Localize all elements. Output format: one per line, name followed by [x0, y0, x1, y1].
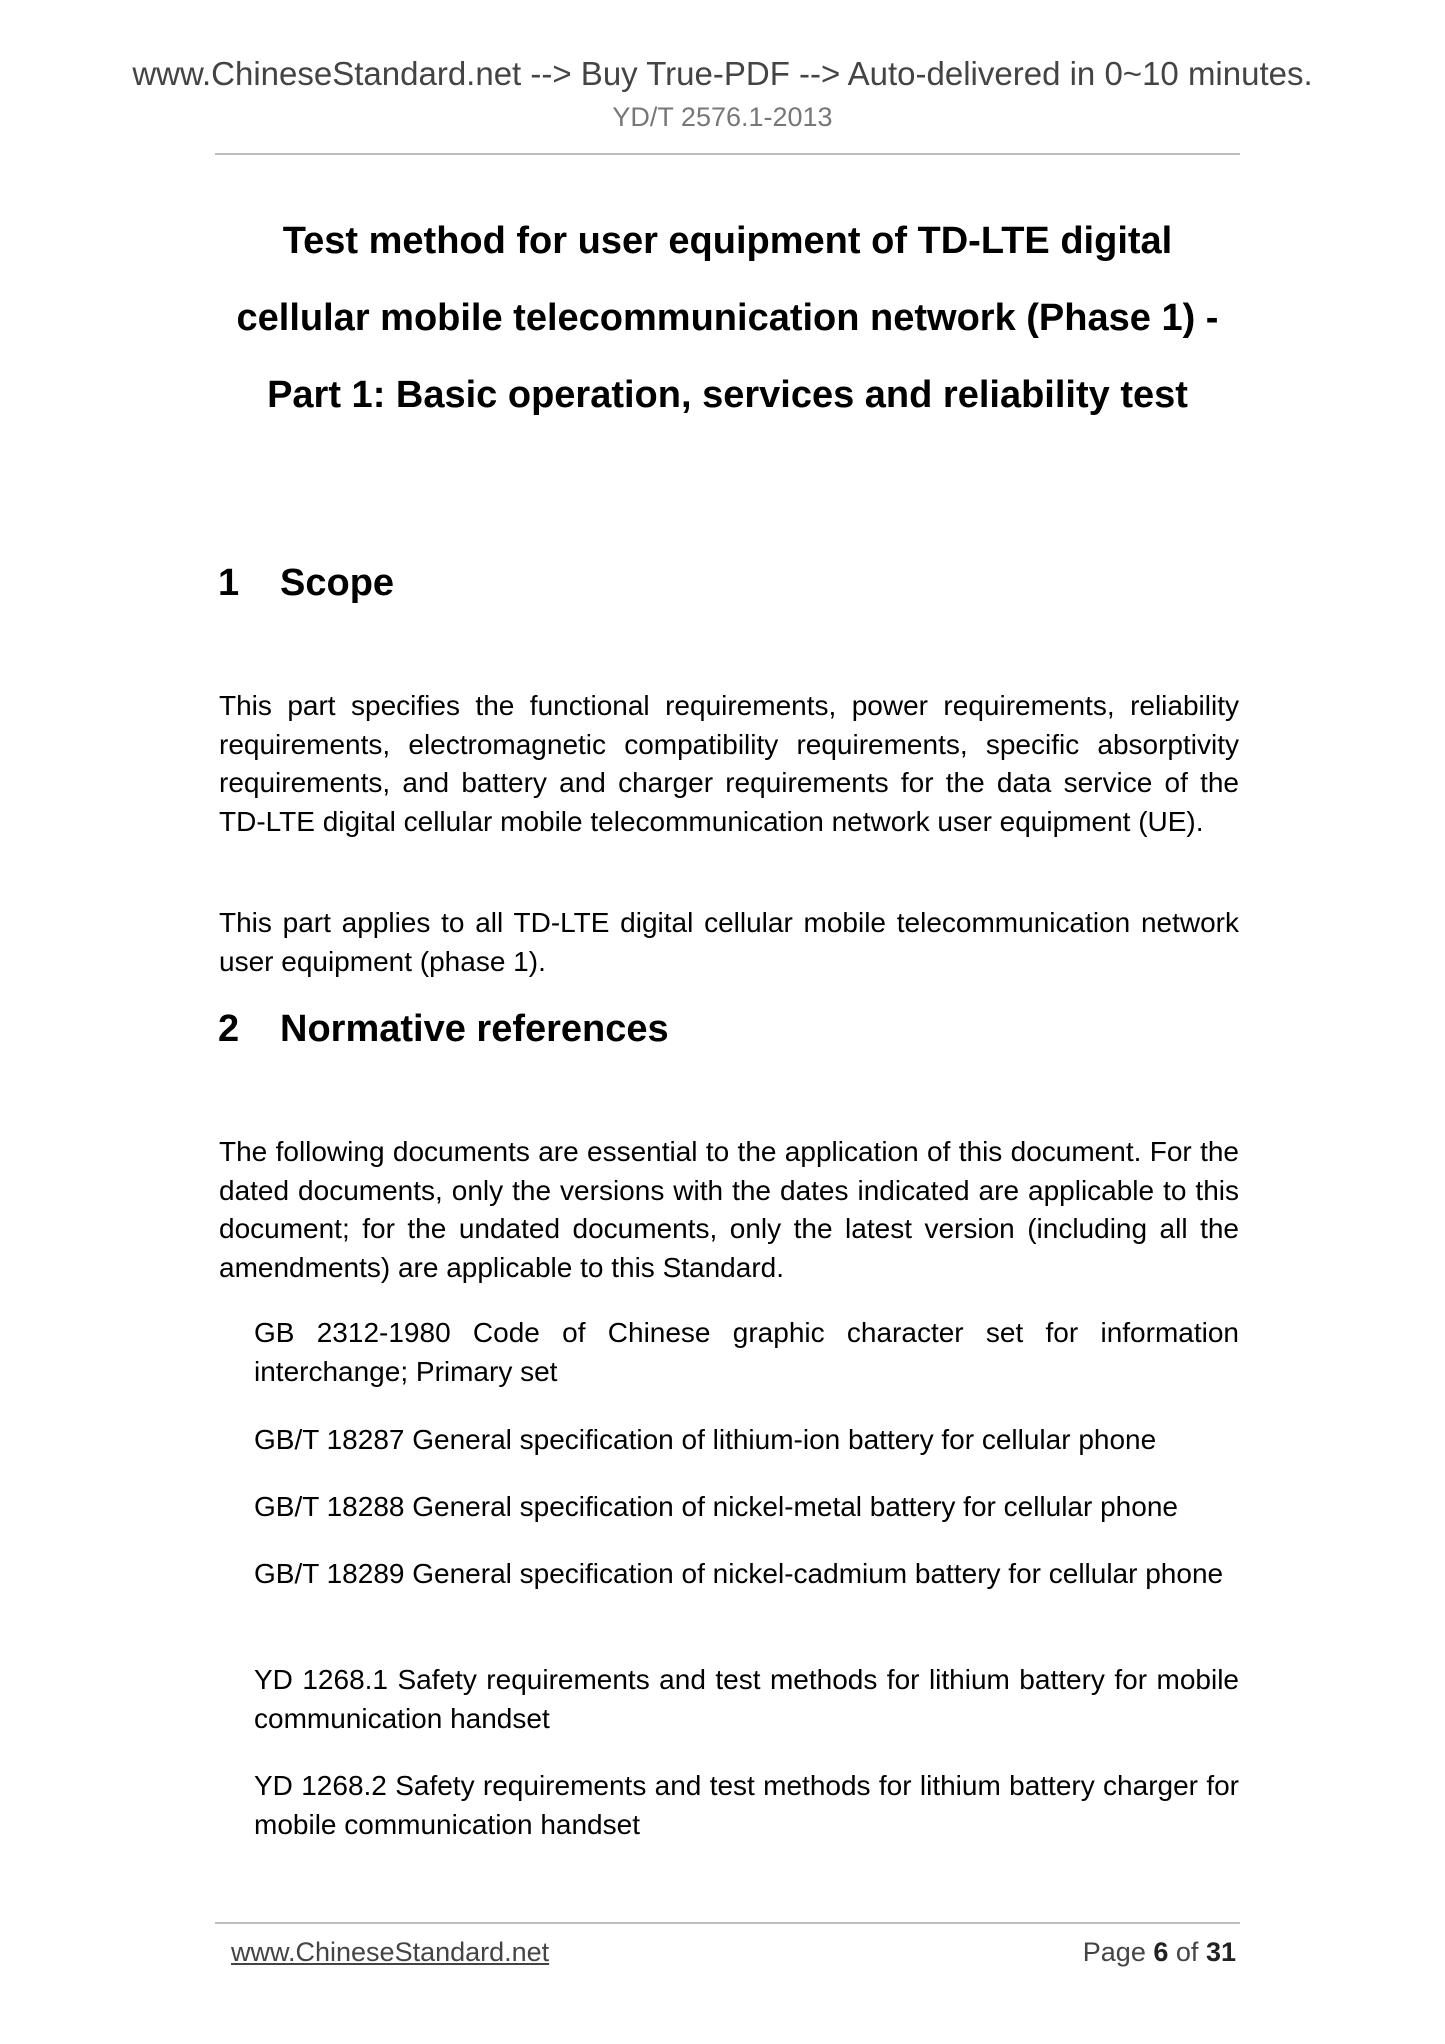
page-of: of — [1175, 1937, 1199, 1967]
reference-item: GB/T 18288 General specification of nickel-metal battery for cellular phone — [254, 1491, 1178, 1522]
scope-paragraph-2: This part applies to all TD-LTE digital cellular mobile telecommunication network user equipment (phase 1). — [219, 907, 1239, 977]
references-intro-paragraph: The following documents are essential to the application of this document. For the dated documents, only the versions with the dates indicated are applicable to this document; for the undated documents, only the latest version (including all the amendments) are applicable to this Standard. — [219, 1136, 1239, 1283]
reference-item: YD 1268.2 Safety requirements and test methods for lithium battery charger for mobile communication handset — [254, 1770, 1239, 1840]
section-heading-scope — [218, 562, 394, 605]
title-line-2: cellular mobile telecommunication network (Phase 1) - — [236, 297, 1219, 339]
section-heading-normative-references — [218, 1008, 669, 1051]
reference-item: GB/T 18287 General specification of lithium-ion battery for cellular phone — [254, 1424, 1157, 1455]
page-label: Page — [1082, 1937, 1146, 1967]
header-standard-code: YD/T 2576.1-2013 — [612, 102, 833, 132]
document-title — [215, 203, 1240, 434]
page-total: 31 — [1205, 1937, 1236, 1967]
footer-divider — [215, 1922, 1240, 1924]
page-indicator — [1000, 1937, 1236, 1968]
title-line-1: Test method for user equipment of TD-LTE digital — [282, 220, 1173, 262]
section-number: 2 — [218, 1008, 240, 1050]
section-number: 1 — [218, 562, 240, 604]
header-divider — [215, 153, 1240, 155]
scope-paragraph-1: This part specifies the functional requirements, power requirements, reliability requirements, electromagnetic compatibility requirements, specific absorptivity requirements, and battery and charger requirements for the data service of the TD-LTE digital cellular mobile telecommunication network user equipment (UE). — [219, 690, 1239, 837]
reference-item: GB/T 18289 General specification of nickel-cadmium battery for cellular phone — [254, 1558, 1224, 1589]
section-title: Scope — [280, 562, 395, 604]
page-current: 6 — [1153, 1937, 1169, 1967]
reference-item: YD 1268.1 Safety requirements and test methods for lithium battery for mobile communication handset — [254, 1664, 1239, 1734]
reference-item: GB 2312-1980 Code of Chinese graphic character set for information interchange; Primary set — [254, 1317, 1239, 1387]
footer-website-link[interactable]: www.ChineseStandard.net — [231, 1937, 550, 1967]
section-title: Normative references — [280, 1008, 669, 1050]
header-banner: www.ChineseStandard.net --> Buy True-PDF --> Auto-delivered in 0~10 minutes. — [132, 55, 1313, 92]
title-line-3: Part 1: Basic operation, services and reliability test — [267, 374, 1188, 416]
